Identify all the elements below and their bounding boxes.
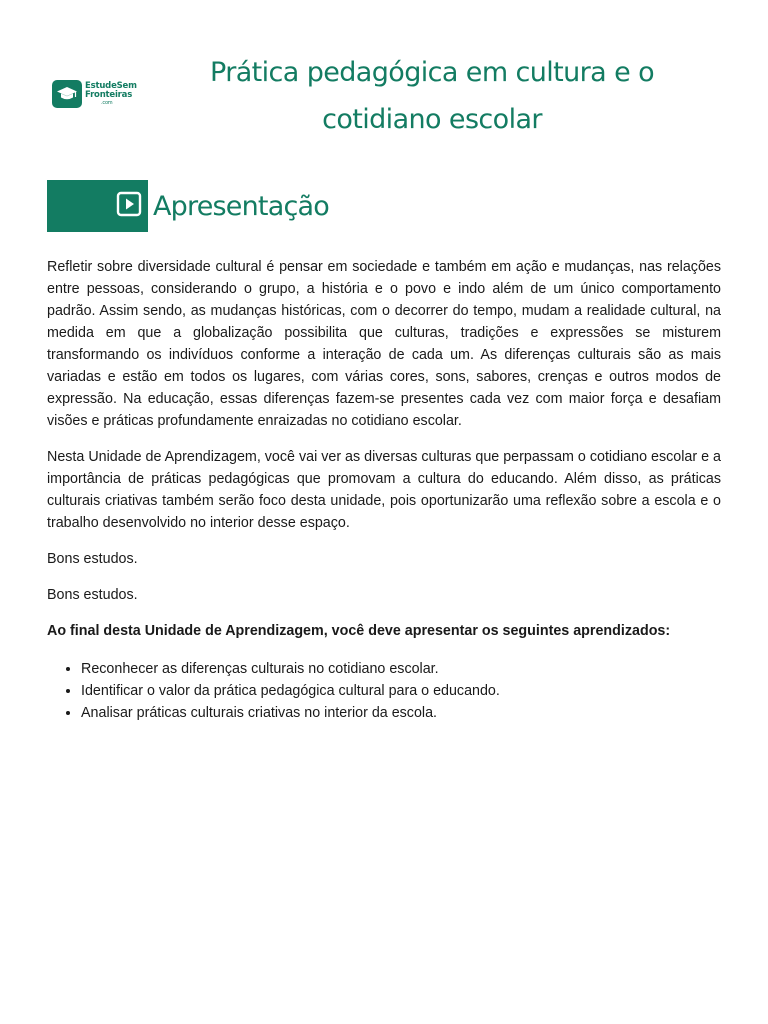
list-item: • Analisar práticas culturais criativas no interior da escola. (81, 702, 721, 724)
page-title (150, 49, 714, 143)
section-title: Apresentação (153, 190, 329, 222)
logo-text (85, 82, 137, 106)
main-content (47, 256, 721, 724)
logo-line-2: Fronteiras (85, 90, 133, 100)
logo-line-3: .com (101, 100, 113, 106)
title-line-1: Prática pedagógica em cultura e o (209, 57, 654, 88)
paragraph-unit: Nesta Unidade de Aprendizagem, você vai ver as diversas culturas que perpassam o cotidiano escolar e a importância de práticas pedagógicas que promovam a cultura do educando. Além disso, as práticas culturais criativas também serão foco desta unidade, pois oportunizarão uma reflexão sobre a escola e o trabalho desenvolvido no interior desse espaço. (47, 449, 721, 531)
section-bar (47, 180, 148, 232)
paragraph-greeting-repeat: Bons estudos. (47, 587, 138, 603)
list-item: • Reconhecer as diferenças culturais no cotidiano escolar. (81, 658, 721, 680)
logo-line-1: EstudeSem (85, 81, 137, 91)
objectives-heading: Ao final desta Unidade de Aprendizagem, você deve apresentar os seguintes aprendizados: (47, 623, 671, 639)
graduation-cap-icon (52, 80, 82, 108)
site-logo (52, 80, 137, 108)
paragraph-intro: Refletir sobre diversidade cultural é pensar em sociedade e também em ação e mudanças, nas relações entre pessoas, considerando o grupo, a história e o povo e indo além de um único comportamento padrão. Assim sendo, as mudanças históricas, com o decorrer do tempo, mudam a realidade cultural, na medida em que a globalização possibilita que culturas, tradições e expressões se misturem transformando os indivíduos conforme a interação de cada um. As diferenças culturais são as mais variadas e estão em todos os lugares, com várias cores, sons, sabores, crenças e outros modos de expressão. Na educação, essas diferenças fazem-se presentes cada vez com maior força e desafiam visões e práticas profundamente enraizadas no cotidiano escolar. (47, 259, 721, 429)
play-icon (116, 191, 142, 222)
paragraph-greeting: Bons estudos. (47, 551, 138, 567)
title-line-2: cotidiano escolar (322, 104, 542, 135)
list-item: • Identificar o valor da prática pedagógica cultural para o educando. (81, 680, 721, 702)
section-header (47, 180, 329, 232)
objectives-list (47, 658, 721, 724)
